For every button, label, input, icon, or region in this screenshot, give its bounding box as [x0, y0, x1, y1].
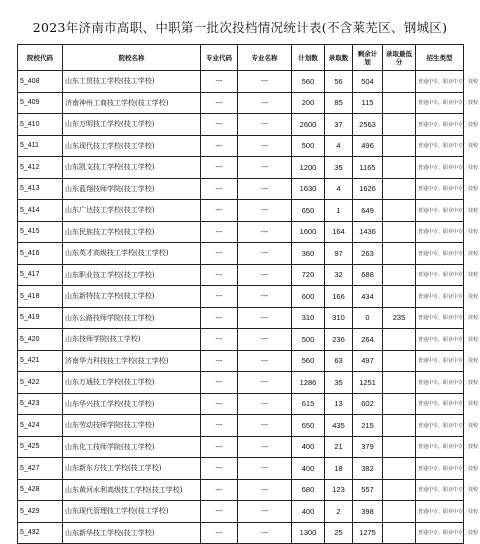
major-code-cell: ---: [201, 286, 238, 308]
school-code-cell: 5_408: [18, 71, 63, 93]
remaining-count-cell: 215: [353, 415, 383, 437]
enrollment-type-cell: 普通中专、职业中专、技校: [416, 458, 464, 480]
plan-count-cell: 1200: [292, 157, 325, 179]
plan-count-cell: 560: [292, 71, 325, 93]
enrollment-type-cell: 普通中专、职业中专、技校: [416, 200, 464, 222]
admitted-count-cell: 123: [325, 479, 353, 501]
school-code-cell: 5_417: [18, 264, 63, 286]
remaining-count-cell: 496: [353, 135, 383, 157]
school-code-cell: 5_418: [18, 286, 63, 308]
header-remaining: 剩余计划: [353, 45, 383, 71]
school-code-cell: 5_413: [18, 178, 63, 200]
school-name-cell: 山东职业技工学校(技工学校): [63, 264, 201, 286]
school-code-cell: 5_411: [18, 135, 63, 157]
admitted-count-cell: 166: [325, 286, 353, 308]
min-score-cell: [383, 178, 416, 200]
major-name-cell: ---: [238, 329, 292, 351]
min-score-cell: [383, 200, 416, 222]
plan-count-cell: 200: [292, 92, 325, 114]
school-code-cell: 5_419: [18, 307, 63, 329]
admitted-count-cell: 85: [325, 92, 353, 114]
major-name-cell: ---: [238, 522, 292, 544]
header-major-code: 专业代码: [201, 45, 238, 71]
min-score-cell: [383, 372, 416, 394]
table-row: [18, 135, 464, 157]
table-row: [18, 71, 464, 93]
plan-count-cell: 720: [292, 264, 325, 286]
table-row: [18, 114, 464, 136]
remaining-count-cell: 434: [353, 286, 383, 308]
min-score-cell: [383, 501, 416, 523]
plan-count-cell: 400: [292, 436, 325, 458]
table-row: [18, 178, 464, 200]
plan-count-cell: 1600: [292, 221, 325, 243]
major-name-cell: ---: [238, 71, 292, 93]
admitted-count-cell: 35: [325, 157, 353, 179]
min-score-cell: [383, 286, 416, 308]
remaining-count-cell: 688: [353, 264, 383, 286]
table-row: [18, 372, 464, 394]
remaining-count-cell: 649: [353, 200, 383, 222]
admitted-count-cell: 4: [325, 178, 353, 200]
table-row: [18, 221, 464, 243]
admitted-count-cell: 435: [325, 415, 353, 437]
plan-count-cell: 360: [292, 243, 325, 265]
table-row: [18, 522, 464, 544]
enrollment-type-cell: 普通中专、职业中专、技校: [416, 501, 464, 523]
school-code-cell: 5_425: [18, 436, 63, 458]
major-code-cell: ---: [201, 415, 238, 437]
remaining-count-cell: 2563: [353, 114, 383, 136]
school-name-cell: 山东蓝翔技师学院(技工学校): [63, 178, 201, 200]
major-code-cell: ---: [201, 522, 238, 544]
table-row: [18, 393, 464, 415]
plan-count-cell: 560: [292, 350, 325, 372]
header-min-score: 录取最低分: [383, 45, 416, 71]
enrollment-type-cell: 普通中专、职业中专、技校: [416, 415, 464, 437]
school-code-cell: 5_414: [18, 200, 63, 222]
admitted-count-cell: 56: [325, 71, 353, 93]
major-name-cell: ---: [238, 114, 292, 136]
admitted-count-cell: 18: [325, 458, 353, 480]
plan-count-cell: 500: [292, 135, 325, 157]
major-code-cell: ---: [201, 135, 238, 157]
plan-count-cell: 400: [292, 501, 325, 523]
table-row: [18, 286, 464, 308]
major-name-cell: ---: [238, 372, 292, 394]
plan-count-cell: 500: [292, 329, 325, 351]
admitted-count-cell: 97: [325, 243, 353, 265]
school-code-cell: 5_410: [18, 114, 63, 136]
enrollment-type-cell: 普通中专、职业中专、技校: [416, 286, 464, 308]
min-score-cell: [383, 458, 416, 480]
remaining-count-cell: 1165: [353, 157, 383, 179]
remaining-count-cell: 382: [353, 458, 383, 480]
table-row: [18, 436, 464, 458]
major-code-cell: ---: [201, 329, 238, 351]
major-code-cell: ---: [201, 350, 238, 372]
plan-count-cell: 650: [292, 415, 325, 437]
remaining-count-cell: 263: [353, 243, 383, 265]
school-name-cell: 山东广达技工学校(技工学校): [63, 200, 201, 222]
remaining-count-cell: 379: [353, 436, 383, 458]
remaining-count-cell: 1626: [353, 178, 383, 200]
min-score-cell: [383, 393, 416, 415]
school-name-cell: 山东华兴技工学校(技工学校): [63, 393, 201, 415]
major-code-cell: ---: [201, 221, 238, 243]
admitted-count-cell: 63: [325, 350, 353, 372]
school-code-cell: 5_424: [18, 415, 63, 437]
table-row: [18, 479, 464, 501]
min-score-cell: [383, 157, 416, 179]
major-code-cell: ---: [201, 393, 238, 415]
header-type: 招生类型: [416, 45, 464, 71]
school-name-cell: 山东新特技工学校(技工学校): [63, 286, 201, 308]
admitted-count-cell: 37: [325, 114, 353, 136]
school-name-cell: 山东工贸技工学校(技工学校): [63, 71, 201, 93]
table-row: [18, 200, 464, 222]
remaining-count-cell: 602: [353, 393, 383, 415]
major-code-cell: ---: [201, 157, 238, 179]
admitted-count-cell: 1: [325, 200, 353, 222]
school-code-cell: 5_412: [18, 157, 63, 179]
major-code-cell: ---: [201, 372, 238, 394]
school-name-cell: 山东公路技师学院(技工学校): [63, 307, 201, 329]
min-score-cell: [383, 436, 416, 458]
enrollment-type-cell: 普通中专、职业中专、技校: [416, 71, 464, 93]
major-code-cell: ---: [201, 436, 238, 458]
header-major-name: 专业名称: [238, 45, 292, 71]
enrollment-type-cell: 普通中专、职业中专、技校: [416, 372, 464, 394]
min-score-cell: [383, 415, 416, 437]
major-code-cell: ---: [201, 243, 238, 265]
school-name-cell: 山东现代管理技工学校(技工学校): [63, 501, 201, 523]
plan-count-cell: 615: [292, 393, 325, 415]
school-code-cell: 5_409: [18, 92, 63, 114]
school-name-cell: 济南华力科技技工学校(技工学校): [63, 350, 201, 372]
table-row: [18, 157, 464, 179]
enrollment-type-cell: 普通中专、职业中专、技校: [416, 479, 464, 501]
school-name-cell: 山东化工技师学院(技工学校): [63, 436, 201, 458]
min-score-cell: [383, 329, 416, 351]
admitted-count-cell: 32: [325, 264, 353, 286]
major-code-cell: ---: [201, 501, 238, 523]
major-code-cell: ---: [201, 71, 238, 93]
major-name-cell: ---: [238, 200, 292, 222]
table-row: [18, 329, 464, 351]
major-name-cell: ---: [238, 178, 292, 200]
min-score-cell: [383, 350, 416, 372]
enrollment-type-cell: 普通中专、职业中专、技校: [416, 350, 464, 372]
school-code-cell: 5_422: [18, 372, 63, 394]
min-score-cell: [383, 264, 416, 286]
major-code-cell: ---: [201, 307, 238, 329]
school-name-cell: 山东民族技工学校(技工学校): [63, 221, 201, 243]
plan-count-cell: 1300: [292, 522, 325, 544]
school-code-cell: 5_428: [18, 479, 63, 501]
remaining-count-cell: 0: [353, 307, 383, 329]
major-code-cell: ---: [201, 200, 238, 222]
school-code-cell: 5_416: [18, 243, 63, 265]
enrollment-type-cell: 普通中专、职业中专、技校: [416, 221, 464, 243]
min-score-cell: [383, 243, 416, 265]
school-name-cell: 济南神州工商技工学校(技工学校): [63, 92, 201, 114]
plan-count-cell: 680: [292, 479, 325, 501]
enrollment-type-cell: 普通中专、职业中专、技校: [416, 135, 464, 157]
school-code-cell: 5_432: [18, 522, 63, 544]
major-name-cell: ---: [238, 221, 292, 243]
admitted-count-cell: 13: [325, 393, 353, 415]
min-score-cell: [383, 135, 416, 157]
school-name-cell: 山东凯文技工学校(技工学校): [63, 157, 201, 179]
school-code-cell: 5_421: [18, 350, 63, 372]
remaining-count-cell: 398: [353, 501, 383, 523]
major-code-cell: ---: [201, 479, 238, 501]
major-name-cell: ---: [238, 286, 292, 308]
school-name-cell: 山东万通技工学校(技工学校): [63, 372, 201, 394]
table-row: [18, 307, 464, 329]
school-name-cell: 山东万明技工学校(技工学校): [63, 114, 201, 136]
admitted-count-cell: 25: [325, 522, 353, 544]
admitted-count-cell: 35: [325, 372, 353, 394]
admitted-count-cell: 236: [325, 329, 353, 351]
school-code-cell: 5_423: [18, 393, 63, 415]
enrollment-type-cell: 普通中专、职业中专、技校: [416, 243, 464, 265]
major-name-cell: ---: [238, 501, 292, 523]
school-code-cell: 5_415: [18, 221, 63, 243]
header-school-name: 院校名称: [63, 45, 201, 71]
school-code-cell: 5_420: [18, 329, 63, 351]
major-name-cell: ---: [238, 243, 292, 265]
remaining-count-cell: 1436: [353, 221, 383, 243]
enrollment-type-cell: 普通中专、职业中专、技校: [416, 307, 464, 329]
plan-count-cell: 2600: [292, 114, 325, 136]
remaining-count-cell: 1275: [353, 522, 383, 544]
enrollment-type-cell: 普通中专、职业中专、技校: [416, 178, 464, 200]
major-name-cell: ---: [238, 458, 292, 480]
plan-count-cell: 1286: [292, 372, 325, 394]
enrollment-type-cell: 普通中专、职业中专、技校: [416, 264, 464, 286]
table-header-row: [18, 45, 464, 71]
remaining-count-cell: 264: [353, 329, 383, 351]
major-code-cell: ---: [201, 458, 238, 480]
enrollment-type-cell: 普通中专、职业中专、技校: [416, 157, 464, 179]
remaining-count-cell: 497: [353, 350, 383, 372]
major-name-cell: ---: [238, 307, 292, 329]
remaining-count-cell: 115: [353, 92, 383, 114]
major-code-cell: ---: [201, 92, 238, 114]
plan-count-cell: 400: [292, 458, 325, 480]
enrollment-type-cell: 普通中专、职业中专、技校: [416, 436, 464, 458]
major-code-cell: ---: [201, 264, 238, 286]
school-name-cell: 山东技师学院(技工学校): [63, 329, 201, 351]
plan-count-cell: 600: [292, 286, 325, 308]
major-code-cell: ---: [201, 178, 238, 200]
plan-count-cell: 310: [292, 307, 325, 329]
major-name-cell: ---: [238, 479, 292, 501]
major-name-cell: ---: [238, 436, 292, 458]
min-score-cell: [383, 92, 416, 114]
admitted-count-cell: 2: [325, 501, 353, 523]
header-admitted: 录取数: [325, 45, 353, 71]
school-name-cell: 山东现代技工学校(技工学校): [63, 135, 201, 157]
plan-count-cell: 650: [292, 200, 325, 222]
table-row: [18, 415, 464, 437]
school-name-cell: 山东英才高级技工学校(技工学校): [63, 243, 201, 265]
min-score-cell: [383, 479, 416, 501]
header-school-code: 院校代码: [18, 45, 63, 71]
table-row: [18, 458, 464, 480]
admitted-count-cell: 4: [325, 135, 353, 157]
major-name-cell: ---: [238, 92, 292, 114]
remaining-count-cell: 557: [353, 479, 383, 501]
table-row: [18, 501, 464, 523]
enrollment-type-cell: 普通中专、职业中专、技校: [416, 522, 464, 544]
admitted-count-cell: 21: [325, 436, 353, 458]
table-row: [18, 264, 464, 286]
table-row: [18, 92, 464, 114]
admitted-count-cell: 310: [325, 307, 353, 329]
major-name-cell: ---: [238, 135, 292, 157]
major-name-cell: ---: [238, 415, 292, 437]
school-code-cell: 5_429: [18, 501, 63, 523]
header-plan: 计划数: [292, 45, 325, 71]
school-name-cell: 山东黄河水利高级技工学校(技工学校): [63, 479, 201, 501]
major-name-cell: ---: [238, 264, 292, 286]
table-row: [18, 350, 464, 372]
major-code-cell: ---: [201, 114, 238, 136]
major-name-cell: ---: [238, 350, 292, 372]
admitted-count-cell: 164: [325, 221, 353, 243]
min-score-cell: 235: [383, 307, 416, 329]
enrollment-type-cell: 普通中专、职业中专、技校: [416, 393, 464, 415]
school-name-cell: 山东新东方技工学校(技工学校): [63, 458, 201, 480]
enrollment-type-cell: 普通中专、职业中专、技校: [416, 92, 464, 114]
major-name-cell: ---: [238, 393, 292, 415]
enrollment-type-cell: 普通中专、职业中专、技校: [416, 114, 464, 136]
min-score-cell: [383, 522, 416, 544]
remaining-count-cell: 504: [353, 71, 383, 93]
plan-count-cell: 1630: [292, 178, 325, 200]
school-code-cell: 5_427: [18, 458, 63, 480]
major-name-cell: ---: [238, 157, 292, 179]
admission-table: [17, 44, 479, 544]
min-score-cell: [383, 71, 416, 93]
page-title: 2023年济南市高职、中职第一批次投档情况统计表(不含莱芜区、钢城区): [32, 20, 448, 35]
school-name-cell: 山东劳动技师学院(技工学校): [63, 415, 201, 437]
enrollment-type-cell: 普通中专、职业中专、技校: [416, 329, 464, 351]
min-score-cell: [383, 114, 416, 136]
min-score-cell: [383, 221, 416, 243]
school-name-cell: 山东新华技工学校(技工学校): [63, 522, 201, 544]
table-row: [18, 243, 464, 265]
remaining-count-cell: 1251: [353, 372, 383, 394]
